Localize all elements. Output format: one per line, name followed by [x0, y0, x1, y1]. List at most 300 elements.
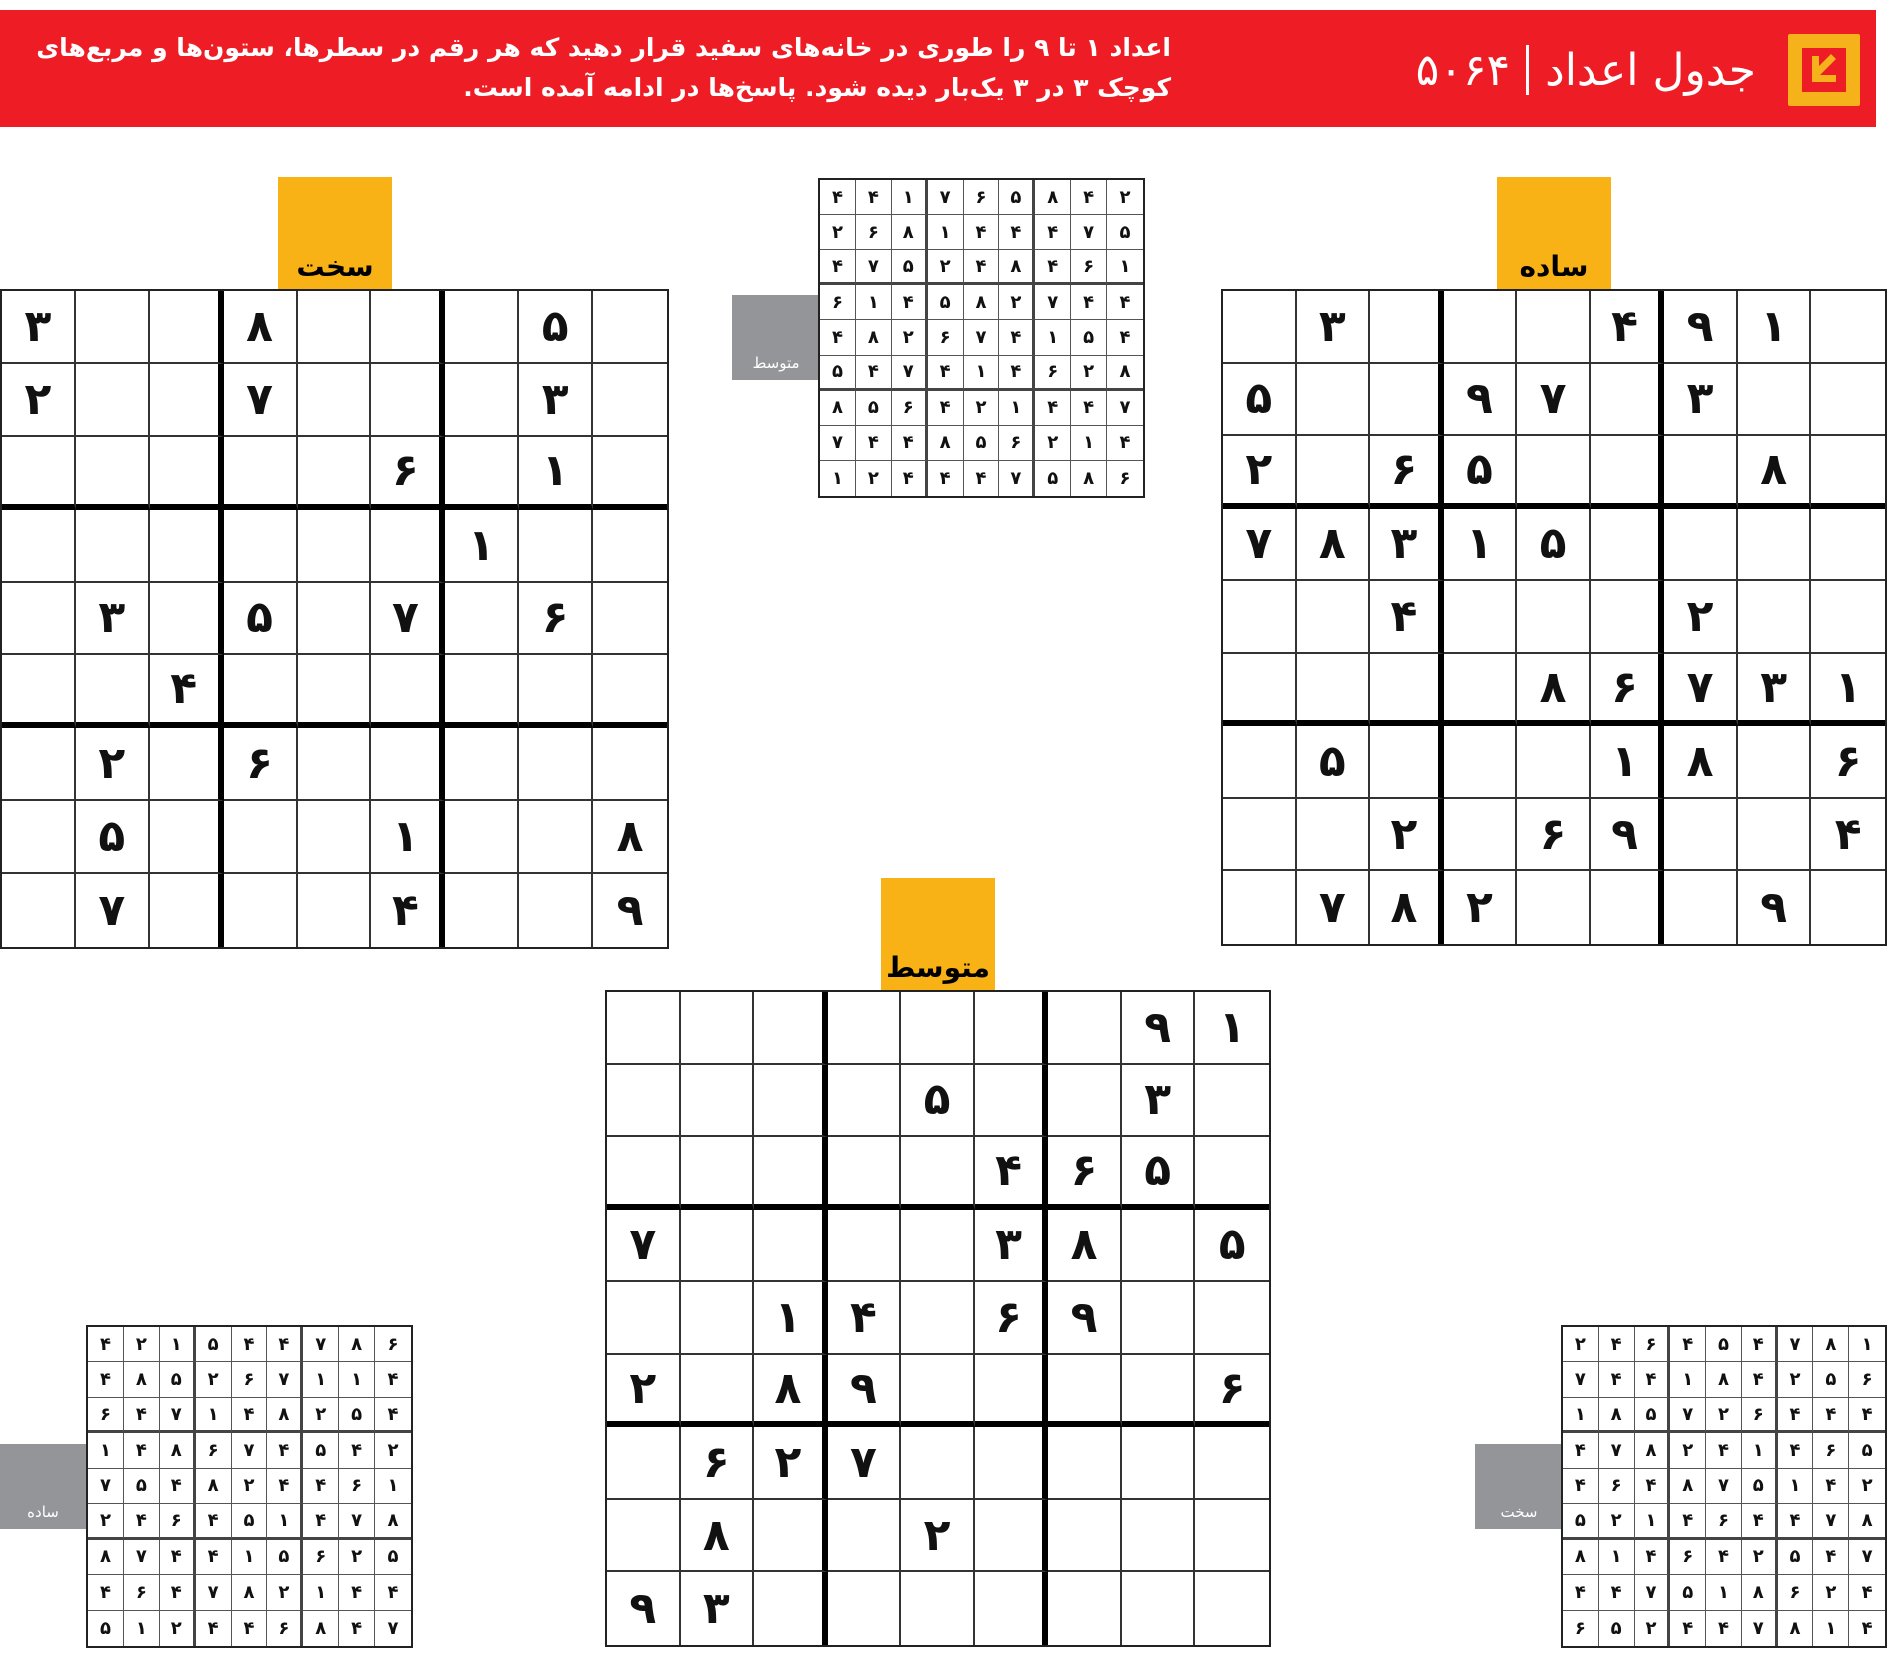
sudoku-cell: ۷: [267, 1362, 303, 1397]
sudoku-cell: [445, 874, 519, 947]
sudoku-cell: ۴: [1861, 1617, 1873, 1639]
sudoku-cell: ۵: [928, 285, 964, 320]
sudoku-cell: ۱: [196, 1398, 232, 1433]
sudoku-cell: ۹: [1048, 1282, 1122, 1355]
sudoku-cell: ۷: [856, 250, 892, 285]
sudoku-cell: ۸: [267, 1398, 303, 1433]
sudoku-cell: [1664, 799, 1738, 872]
sudoku-cell: ۴: [928, 356, 964, 391]
sudoku-cell: [2, 437, 76, 510]
sudoku-cell: ۴: [999, 320, 1035, 355]
sudoku-cell: [445, 583, 519, 656]
sudoku-cell: ۲: [1071, 356, 1107, 391]
sudoku-cell: ۷: [1517, 364, 1591, 437]
sudoku-cell: ۱: [1035, 320, 1071, 355]
sudoku-cell: [1591, 364, 1665, 437]
sudoku-cell: [901, 1427, 975, 1500]
sudoku-cell: ۴: [339, 1433, 375, 1468]
sudoku-cell: ۵: [1035, 461, 1071, 496]
sudoku-cell: [1444, 726, 1518, 799]
sudoku-cell: [1738, 509, 1812, 582]
sudoku-cell: ۶: [88, 1398, 124, 1433]
sudoku-cell: ۴: [232, 1611, 268, 1646]
sudoku-cell: [1664, 436, 1738, 509]
sudoku-cell: ۴: [892, 426, 928, 461]
sudoku-cell: [681, 1065, 755, 1138]
sudoku-cell: [754, 1500, 828, 1573]
sudoku-cell: ۲: [1670, 1433, 1706, 1468]
sudoku-cell: ۱: [999, 391, 1035, 426]
sudoku-cell: [593, 510, 667, 583]
sudoku-cell: [1664, 509, 1738, 582]
sudoku-cell: ۴: [856, 426, 892, 461]
sudoku-cell: [1297, 654, 1371, 727]
sudoku-cell: ۱: [928, 215, 964, 250]
sudoku-cell: ۹: [828, 1355, 902, 1428]
hard-answer-grid: [1561, 1325, 1887, 1648]
sudoku-cell: ۷: [1107, 391, 1143, 426]
sudoku-cell: [1048, 992, 1122, 1065]
sudoku-cell: [1122, 1500, 1196, 1573]
sudoku-cell: [1223, 654, 1297, 727]
sudoku-cell: ۴: [1670, 1504, 1706, 1539]
sudoku-cell: ۶: [1370, 436, 1444, 509]
sudoku-cell: [224, 510, 298, 583]
sudoku-cell: [445, 364, 519, 437]
sudoku-cell: ۷: [892, 356, 928, 391]
hard-puzzle-label: [278, 177, 392, 289]
sudoku-cell: [593, 583, 667, 656]
sudoku-cell: ۴: [1635, 1362, 1671, 1397]
sudoku-cell: ۲: [196, 1362, 232, 1397]
sudoku-cell: [1223, 726, 1297, 799]
sudoku-cell: [2, 655, 76, 728]
sudoku-cell: ۴: [160, 1469, 196, 1504]
sudoku-cell: ۹: [1444, 364, 1518, 437]
sudoku-cell: ۲: [1635, 1611, 1671, 1646]
sudoku-cell: ۷: [928, 180, 964, 215]
sudoku-cell: [1048, 1572, 1122, 1645]
title-group: [1416, 42, 1756, 98]
sudoku-cell: ۱: [1670, 1362, 1706, 1397]
sudoku-cell: ۵: [339, 1398, 375, 1433]
sudoku-cell: [1223, 291, 1297, 364]
sudoku-cell: ۲: [76, 728, 150, 801]
sudoku-cell: ۴: [196, 1540, 232, 1575]
sudoku-cell: ۸: [339, 1327, 375, 1362]
sudoku-cell: ۷: [820, 426, 856, 461]
sudoku-cell: ۴: [88, 1362, 124, 1397]
sudoku-cell: ۷: [232, 1433, 268, 1468]
sudoku-cell: [1591, 871, 1665, 944]
sudoku-cell: ۴: [1778, 1504, 1814, 1539]
medium-puzzle-label: [881, 878, 995, 990]
sudoku-cell: [150, 364, 224, 437]
sudoku-cell: ۴: [1563, 1433, 1599, 1468]
sudoku-cell: ۸: [1107, 356, 1143, 391]
sudoku-cell: ۲: [928, 250, 964, 285]
sudoku-cell: ۸: [928, 426, 964, 461]
sudoku-cell: ۷: [1849, 1540, 1885, 1575]
sudoku-cell: ۶: [1119, 467, 1131, 489]
sudoku-cell: ۲: [339, 1540, 375, 1575]
sudoku-cell: [1048, 1500, 1122, 1573]
sudoku-cell: ۴: [196, 1504, 232, 1539]
sudoku-cell: ۴: [375, 1398, 411, 1433]
sudoku-cell: [150, 510, 224, 583]
sudoku-cell: ۴: [1670, 1327, 1706, 1362]
sudoku-cell: [1517, 291, 1591, 364]
sudoku-cell: ۶: [160, 1504, 196, 1539]
sudoku-cell: [76, 510, 150, 583]
sudoku-cell: ۴: [150, 655, 224, 728]
sudoku-cell: ۴: [856, 180, 892, 215]
sudoku-cell: ۴: [1849, 1398, 1885, 1433]
sudoku-cell: ۵: [999, 180, 1035, 215]
sudoku-cell: ۷: [1742, 1611, 1778, 1646]
sudoku-cell: ۶: [928, 320, 964, 355]
medium-answer-tag-text: متوسط: [752, 354, 800, 372]
sudoku-cell: ۶: [1849, 1362, 1885, 1397]
sudoku-cell: ۱: [303, 1575, 339, 1610]
sudoku-cell: ۵: [375, 1540, 411, 1575]
sudoku-cell: [828, 1210, 902, 1283]
sudoku-cell: ۲: [1706, 1398, 1742, 1433]
sudoku-cell: ۴: [88, 1327, 124, 1362]
sudoku-cell: ۶: [681, 1427, 755, 1500]
sudoku-cell: ۴: [1778, 1398, 1814, 1433]
sudoku-cell: ۴: [124, 1398, 160, 1433]
sudoku-cell: [1370, 364, 1444, 437]
sudoku-cell: [754, 1137, 828, 1210]
sudoku-cell: ۶: [1195, 1355, 1269, 1428]
medium-label-text: متوسط: [886, 951, 990, 984]
sudoku-cell: ۱: [371, 801, 445, 874]
sudoku-cell: [607, 1282, 681, 1355]
sudoku-cell: [298, 437, 372, 510]
sudoku-cell: ۷: [828, 1427, 902, 1500]
sudoku-cell: ۴: [1071, 391, 1107, 426]
sudoku-cell: ۷: [339, 1504, 375, 1539]
sudoku-cell: ۴: [303, 1469, 339, 1504]
sudoku-cell: ۴: [1035, 215, 1071, 250]
sudoku-cell: ۸: [593, 801, 667, 874]
sudoku-cell: [901, 1210, 975, 1283]
sudoku-cell: [298, 874, 372, 947]
sudoku-cell: [828, 1065, 902, 1138]
sudoku-cell: ۲: [1223, 436, 1297, 509]
sudoku-cell: ۴: [124, 1504, 160, 1539]
sudoku-cell: ۷: [196, 1575, 232, 1610]
sudoku-cell: ۵: [232, 1504, 268, 1539]
sudoku-cell: ۶: [1563, 1611, 1599, 1646]
sudoku-cell: ۲: [232, 1469, 268, 1504]
sudoku-cell: ۶: [124, 1575, 160, 1610]
sudoku-cell: ۵: [901, 1065, 975, 1138]
medium-sudoku-grid: [605, 990, 1271, 1647]
sudoku-cell: [607, 1500, 681, 1573]
sudoku-cell: ۱: [160, 1327, 196, 1362]
sudoku-cell: ۶: [964, 180, 1000, 215]
sudoku-cell: ۸: [1813, 1327, 1849, 1362]
sudoku-cell: [1195, 1427, 1269, 1500]
sudoku-cell: ۶: [1778, 1575, 1814, 1610]
sudoku-cell: [975, 992, 1049, 1065]
sudoku-cell: ۴: [1035, 250, 1071, 285]
sudoku-cell: ۴: [339, 1611, 375, 1646]
sudoku-cell: ۸: [196, 1469, 232, 1504]
arrow-logo-icon: [1802, 48, 1846, 92]
sudoku-cell: ۲: [1107, 180, 1143, 215]
sudoku-cell: ۶: [196, 1433, 232, 1468]
sudoku-cell: ۵: [820, 356, 856, 391]
sudoku-cell: ۸: [1048, 1210, 1122, 1283]
sudoku-cell: ۶: [1635, 1327, 1671, 1362]
sudoku-cell: ۴: [124, 1433, 160, 1468]
sudoku-cell: [607, 1065, 681, 1138]
sudoku-cell: ۱: [1071, 426, 1107, 461]
hard-sudoku-grid: [0, 289, 669, 949]
sudoku-cell: ۲: [375, 1433, 411, 1468]
sudoku-cell: ۸: [681, 1500, 755, 1573]
sudoku-cell: ۹: [1664, 291, 1738, 364]
sudoku-cell: ۴: [1599, 1575, 1635, 1610]
sudoku-cell: [298, 510, 372, 583]
sudoku-cell: [1444, 654, 1518, 727]
sudoku-cell: [150, 801, 224, 874]
sudoku-cell: [593, 291, 667, 364]
sudoku-cell: [828, 1137, 902, 1210]
easy-answer-grid: [86, 1325, 413, 1648]
sudoku-cell: ۱: [964, 356, 1000, 391]
sudoku-cell: ۸: [88, 1540, 124, 1575]
sudoku-cell: ۳: [76, 583, 150, 656]
sudoku-cell: ۴: [1599, 1362, 1635, 1397]
sudoku-cell: [754, 992, 828, 1065]
sudoku-cell: ۴: [892, 285, 928, 320]
sudoku-cell: ۱: [519, 437, 593, 510]
sudoku-cell: ۵: [1599, 1611, 1635, 1646]
sudoku-cell: ۷: [1297, 871, 1371, 944]
sudoku-cell: ۱: [1195, 992, 1269, 1065]
sudoku-cell: [1048, 1065, 1122, 1138]
sudoku-cell: [76, 437, 150, 510]
sudoku-cell: [607, 992, 681, 1065]
sudoku-cell: ۴: [1071, 285, 1107, 320]
sudoku-cell: [445, 728, 519, 801]
sudoku-cell: [150, 728, 224, 801]
sudoku-cell: ۴: [1811, 799, 1885, 872]
sudoku-cell: ۸: [820, 391, 856, 426]
sudoku-cell: ۲: [1035, 426, 1071, 461]
sudoku-cell: ۲: [1563, 1327, 1599, 1362]
sudoku-cell: ۴: [856, 356, 892, 391]
sudoku-cell: ۴: [375, 1575, 411, 1610]
sudoku-cell: ۴: [232, 1327, 268, 1362]
sudoku-cell: ۵: [1706, 1327, 1742, 1362]
sudoku-cell: ۴: [1849, 1575, 1885, 1610]
sudoku-cell: ۲: [1778, 1362, 1814, 1397]
sudoku-cell: [1195, 1572, 1269, 1645]
sudoku-cell: ۲: [267, 1575, 303, 1610]
sudoku-cell: ۶: [1813, 1433, 1849, 1468]
sudoku-cell: [76, 364, 150, 437]
sudoku-cell: ۵: [88, 1611, 124, 1646]
sudoku-cell: [224, 437, 298, 510]
sudoku-cell: [1122, 1355, 1196, 1428]
sudoku-cell: ۱: [754, 1282, 828, 1355]
sudoku-cell: ۶: [1599, 1469, 1635, 1504]
sudoku-cell: [593, 364, 667, 437]
sudoku-cell: ۶: [1048, 1137, 1122, 1210]
sudoku-cell: [519, 510, 593, 583]
sudoku-cell: ۵: [1223, 364, 1297, 437]
sudoku-cell: ۸: [856, 320, 892, 355]
sudoku-cell: [445, 655, 519, 728]
sudoku-cell: [298, 364, 372, 437]
sudoku-cell: ۸: [964, 285, 1000, 320]
sudoku-cell: ۲: [1444, 871, 1518, 944]
sudoku-cell: ۳: [975, 1210, 1049, 1283]
sudoku-cell: [371, 291, 445, 364]
sudoku-cell: [1195, 1137, 1269, 1210]
sudoku-cell: ۷: [1223, 509, 1297, 582]
sudoku-cell: [371, 510, 445, 583]
sudoku-cell: ۱: [892, 180, 928, 215]
sudoku-cell: ۴: [1599, 1327, 1635, 1362]
easy-sudoku-grid: [1221, 289, 1887, 946]
sudoku-cell: ۶: [267, 1611, 303, 1646]
sudoku-cell: ۴: [892, 461, 928, 496]
sudoku-cell: [150, 874, 224, 947]
sudoku-cell: ۱: [856, 285, 892, 320]
sudoku-cell: [1195, 1065, 1269, 1138]
brand-logo: [1788, 34, 1860, 106]
sudoku-cell: [1370, 654, 1444, 727]
sudoku-cell: ۴: [820, 250, 856, 285]
sudoku-cell: ۴: [999, 356, 1035, 391]
sudoku-cell: ۸: [1849, 1504, 1885, 1539]
sudoku-cell: [1517, 726, 1591, 799]
sudoku-cell: ۶: [892, 391, 928, 426]
sudoku-cell: ۴: [160, 1540, 196, 1575]
sudoku-cell: [901, 1282, 975, 1355]
sudoku-cell: [2, 874, 76, 947]
sudoku-cell: ۴: [1635, 1469, 1671, 1504]
sudoku-cell: [2, 801, 76, 874]
sudoku-cell: ۲: [901, 1500, 975, 1573]
sudoku-cell: ۶: [232, 1362, 268, 1397]
sudoku-cell: ۱: [1849, 1327, 1885, 1362]
sudoku-cell: ۸: [1670, 1469, 1706, 1504]
sudoku-cell: [607, 1427, 681, 1500]
sudoku-cell: ۵: [1849, 1433, 1885, 1468]
sudoku-cell: [76, 655, 150, 728]
sudoku-cell: ۶: [975, 1282, 1049, 1355]
sudoku-cell: [519, 728, 593, 801]
sudoku-cell: [519, 655, 593, 728]
sudoku-cell: ۴: [371, 874, 445, 947]
sudoku-cell: ۵: [1742, 1469, 1778, 1504]
sudoku-cell: [1048, 1427, 1122, 1500]
sudoku-cell: ۵: [1670, 1575, 1706, 1610]
sudoku-cell: ۱: [88, 1433, 124, 1468]
sudoku-cell: ۴: [820, 180, 856, 215]
sudoku-cell: [1223, 581, 1297, 654]
sudoku-cell: [1297, 364, 1371, 437]
sudoku-cell: [1048, 1355, 1122, 1428]
sudoku-cell: ۴: [1670, 1611, 1706, 1646]
sudoku-cell: ۹: [1591, 799, 1665, 872]
sudoku-cell: ۸: [1297, 509, 1371, 582]
sudoku-cell: ۳: [1370, 509, 1444, 582]
sudoku-cell: [681, 1137, 755, 1210]
sudoku-cell: ۸: [1742, 1575, 1778, 1610]
sudoku-cell: [975, 1427, 1049, 1500]
sudoku-cell: [593, 728, 667, 801]
sudoku-cell: ۸: [232, 1575, 268, 1610]
sudoku-cell: ۱: [1811, 654, 1885, 727]
sudoku-cell: [371, 655, 445, 728]
sudoku-cell: ۶: [1670, 1540, 1706, 1575]
hard-answer-tag-text: سخت: [1500, 1503, 1538, 1521]
sudoku-cell: [224, 874, 298, 947]
sudoku-cell: ۷: [999, 461, 1035, 496]
sudoku-cell: ۵: [124, 1469, 160, 1504]
sudoku-cell: ۷: [1670, 1398, 1706, 1433]
sudoku-cell: [150, 583, 224, 656]
sudoku-cell: [1811, 364, 1885, 437]
sudoku-cell: ۸: [375, 1504, 411, 1539]
sudoku-cell: ۸: [303, 1611, 339, 1646]
sudoku-cell: ۴: [928, 391, 964, 426]
sudoku-cell: ۷: [964, 320, 1000, 355]
sudoku-cell: ۴: [1778, 1433, 1814, 1468]
sudoku-cell: ۱: [339, 1362, 375, 1397]
sudoku-cell: ۶: [339, 1469, 375, 1504]
sudoku-cell: ۳: [681, 1572, 755, 1645]
sudoku-cell: ۷: [1071, 215, 1107, 250]
sudoku-cell: [681, 992, 755, 1065]
sudoku-cell: [1195, 1500, 1269, 1573]
sudoku-cell: ۵: [224, 583, 298, 656]
sudoku-cell: [828, 1500, 902, 1573]
sudoku-cell: [298, 655, 372, 728]
sudoku-cell: [1444, 799, 1518, 872]
sudoku-cell: ۲: [1370, 799, 1444, 872]
sudoku-cell: ۷: [1035, 285, 1071, 320]
sudoku-cell: ۳: [519, 364, 593, 437]
sudoku-cell: ۲: [1849, 1469, 1885, 1504]
sudoku-cell: ۲: [999, 285, 1035, 320]
sudoku-cell: ۵: [1563, 1504, 1599, 1539]
sudoku-cell: [975, 1065, 1049, 1138]
sudoku-cell: [76, 291, 150, 364]
sudoku-cell: ۸: [754, 1355, 828, 1428]
sudoku-cell: ۲: [607, 1355, 681, 1428]
sudoku-cell: ۹: [607, 1572, 681, 1645]
sudoku-cell: [1738, 364, 1812, 437]
sudoku-cell: ۸: [999, 250, 1035, 285]
sudoku-cell: [1811, 871, 1885, 944]
sudoku-cell: ۴: [1107, 320, 1143, 355]
sudoku-cell: ۱: [1635, 1504, 1671, 1539]
sudoku-cell: ۳: [1664, 364, 1738, 437]
sudoku-cell: ۴: [196, 1611, 232, 1646]
sudoku-cell: [1591, 581, 1665, 654]
sudoku-cell: ۲: [1664, 581, 1738, 654]
sudoku-cell: [445, 801, 519, 874]
